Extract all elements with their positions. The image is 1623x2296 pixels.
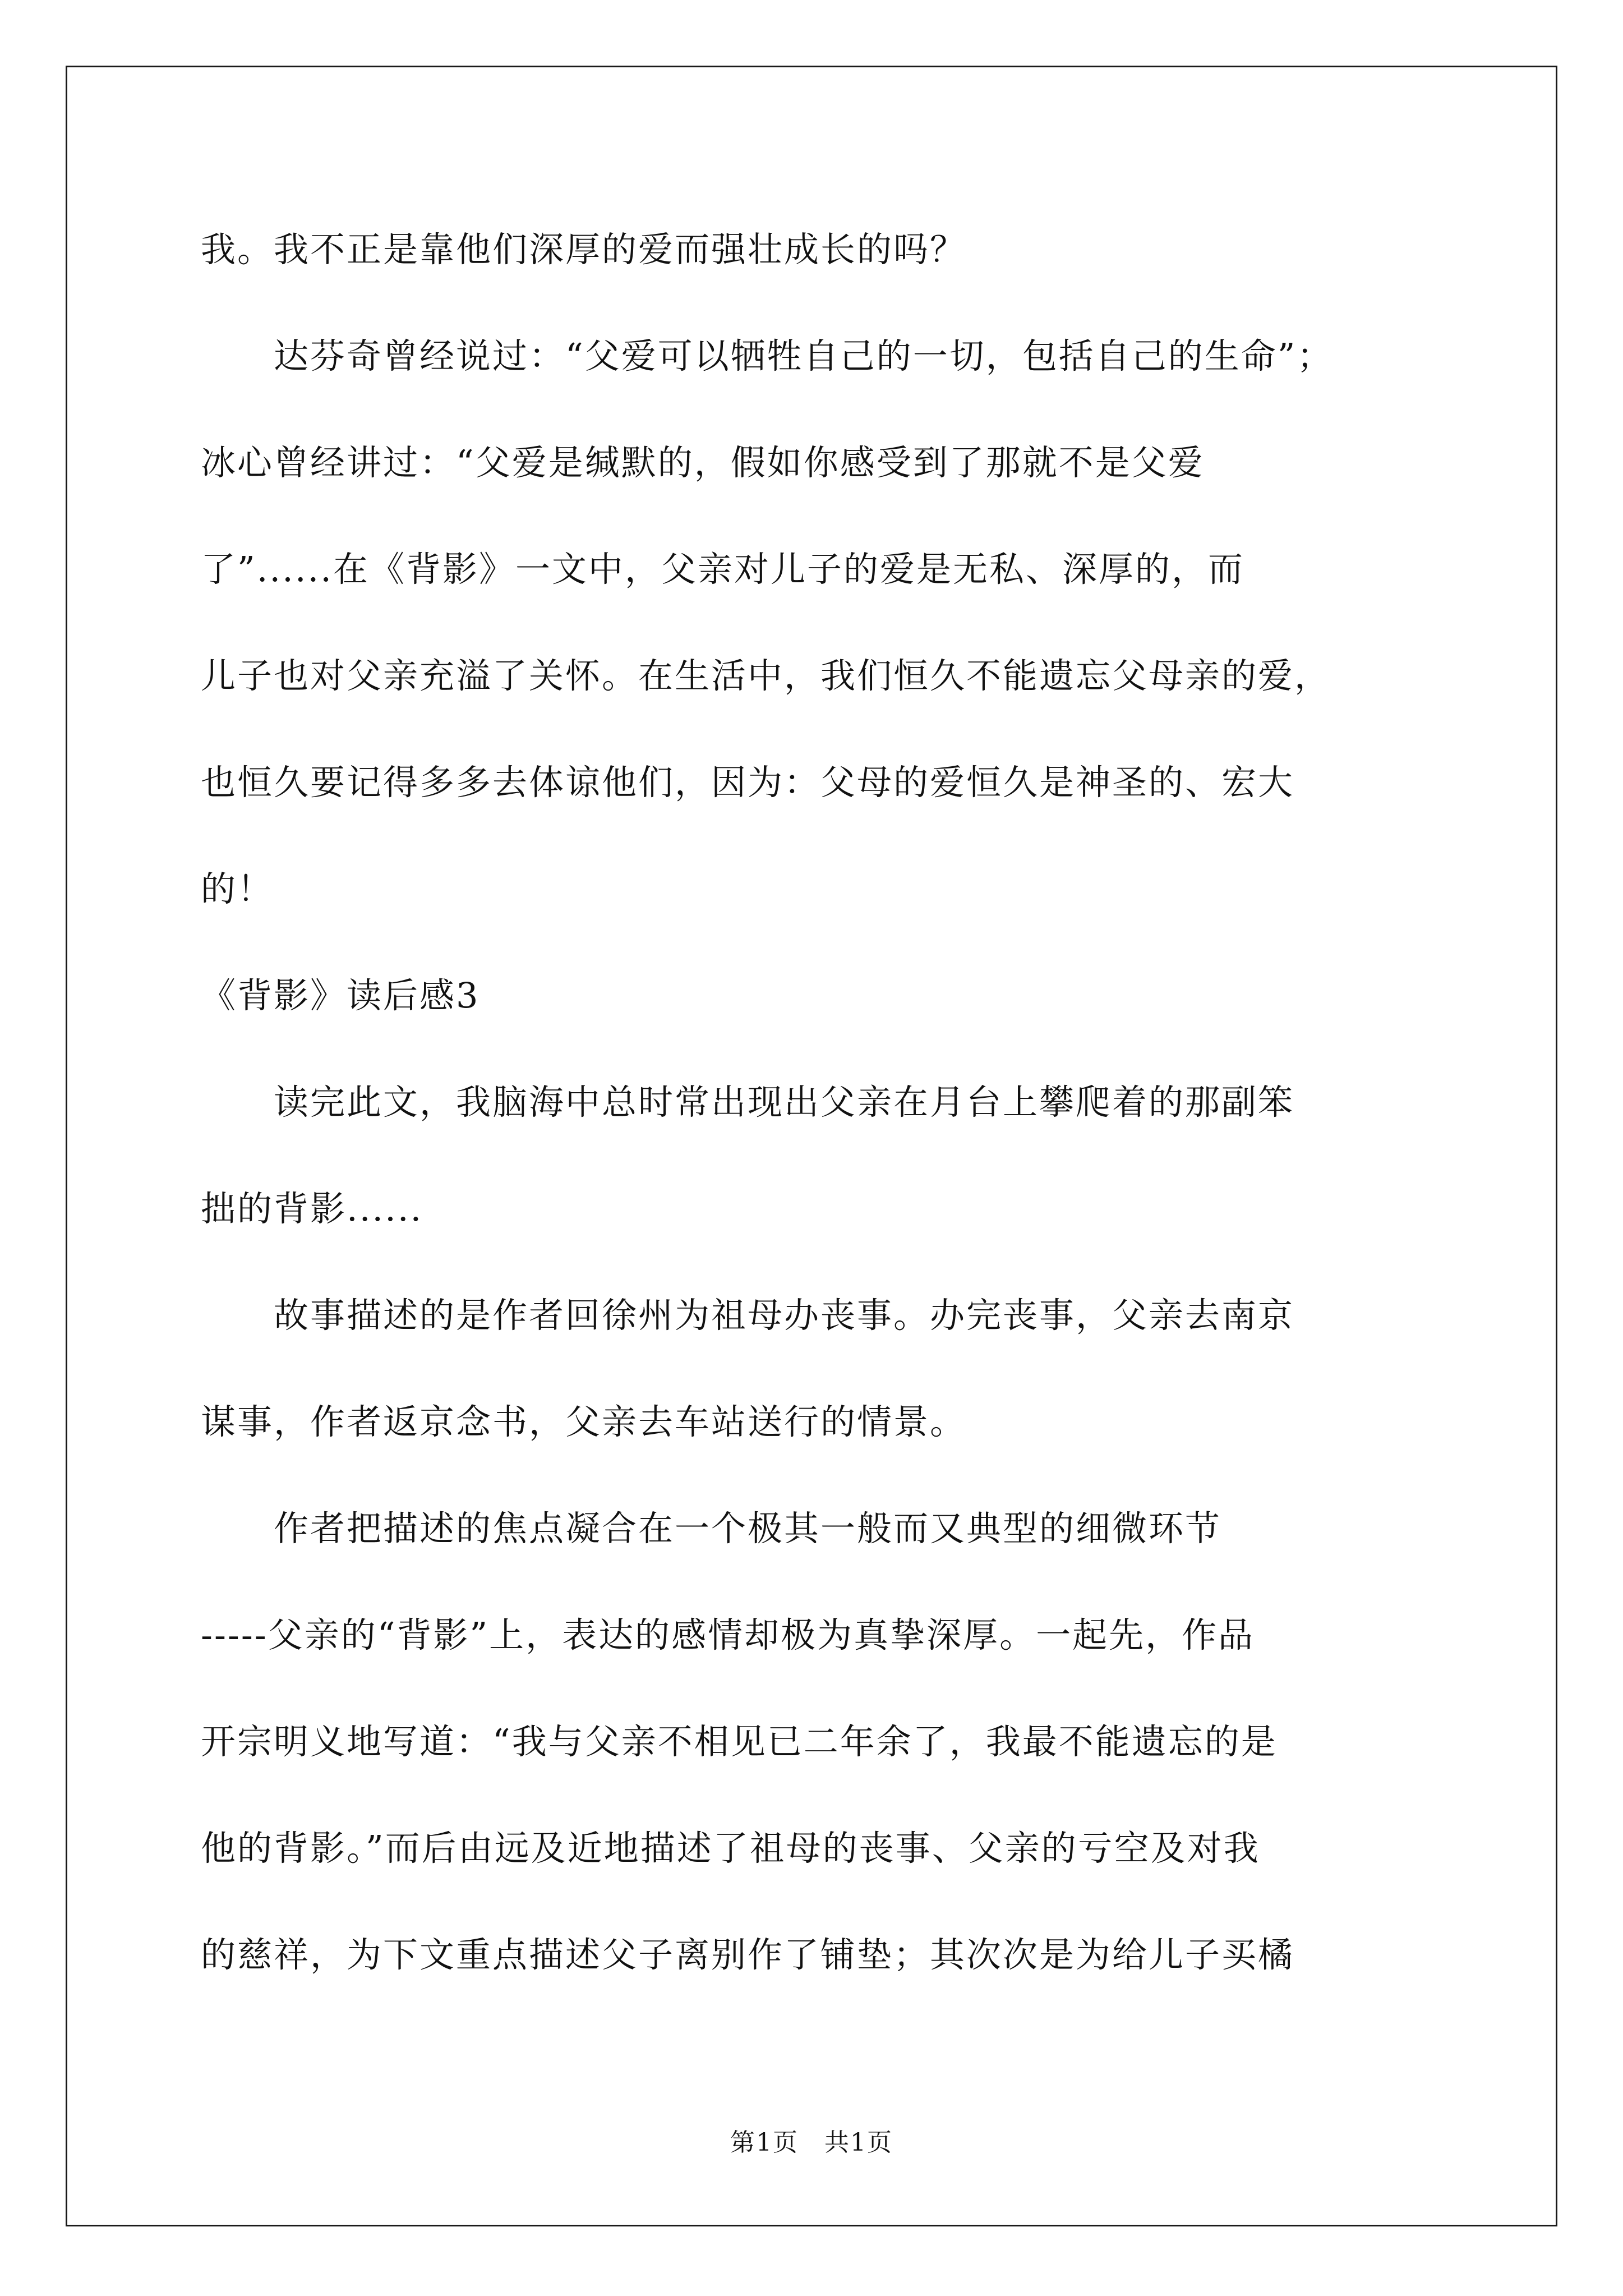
- page-footer: 第1页 共1页: [730, 2128, 893, 2157]
- text-line: 儿子也对父亲充溢了关怀。在生活中，我们恒久不能遗忘父母亲的爱，: [201, 655, 1331, 696]
- text-line: 的慈祥，为下文重点描述父子离别作了铺垫；其次次是为给儿子买橘: [201, 1934, 1295, 1975]
- section-heading: 《背影》读后感3: [201, 975, 480, 1016]
- text-line: 故事描述的是作者回徐州为祖母办丧事。办完丧事，父亲去南京: [201, 1295, 1295, 1336]
- text-line: 拙的背影......: [201, 1188, 423, 1229]
- text-line: 开宗明义地写道：“我与父亲不相见已二年余了，我最不能遗忘的是: [201, 1721, 1278, 1762]
- text-line: 他的背影。”而后由远及近地描述了祖母的丧事、父亲的亏空及对我: [201, 1828, 1260, 1869]
- text-line: 也恒久要记得多多去体谅他们，因为：父母的爱恒久是神圣的、宏大: [201, 762, 1295, 803]
- text-line: -----父亲的“背影”上，表达的感情却极为真挚深厚。一起先，作品: [201, 1614, 1255, 1655]
- text-line: 达芬奇曾经说过：“父爱可以牺牲自己的一切，包括自己的生命”；: [201, 335, 1334, 376]
- text-line: 读完此文，我脑海中总时常出现出父亲在月台上攀爬着的那副笨: [201, 1082, 1295, 1122]
- text-line: 作者把描述的焦点凝合在一个极其一般而又典型的细微环节: [201, 1508, 1222, 1549]
- text-line: 了”......在《背影》一文中，父亲对儿子的爱是无私、深厚的，而: [201, 549, 1244, 590]
- text-line: 的！: [201, 868, 274, 909]
- page-border: [66, 66, 1557, 2226]
- text-line: 谋事，作者返京念书，父亲去车站送行的情景。: [201, 1401, 967, 1442]
- text-line: 我。我不正是靠他们深厚的爱而强壮成长的吗？: [201, 229, 967, 270]
- text-line: 冰心曾经讲过：“父爱是缄默的，假如你感受到了那就不是父爱: [201, 442, 1205, 483]
